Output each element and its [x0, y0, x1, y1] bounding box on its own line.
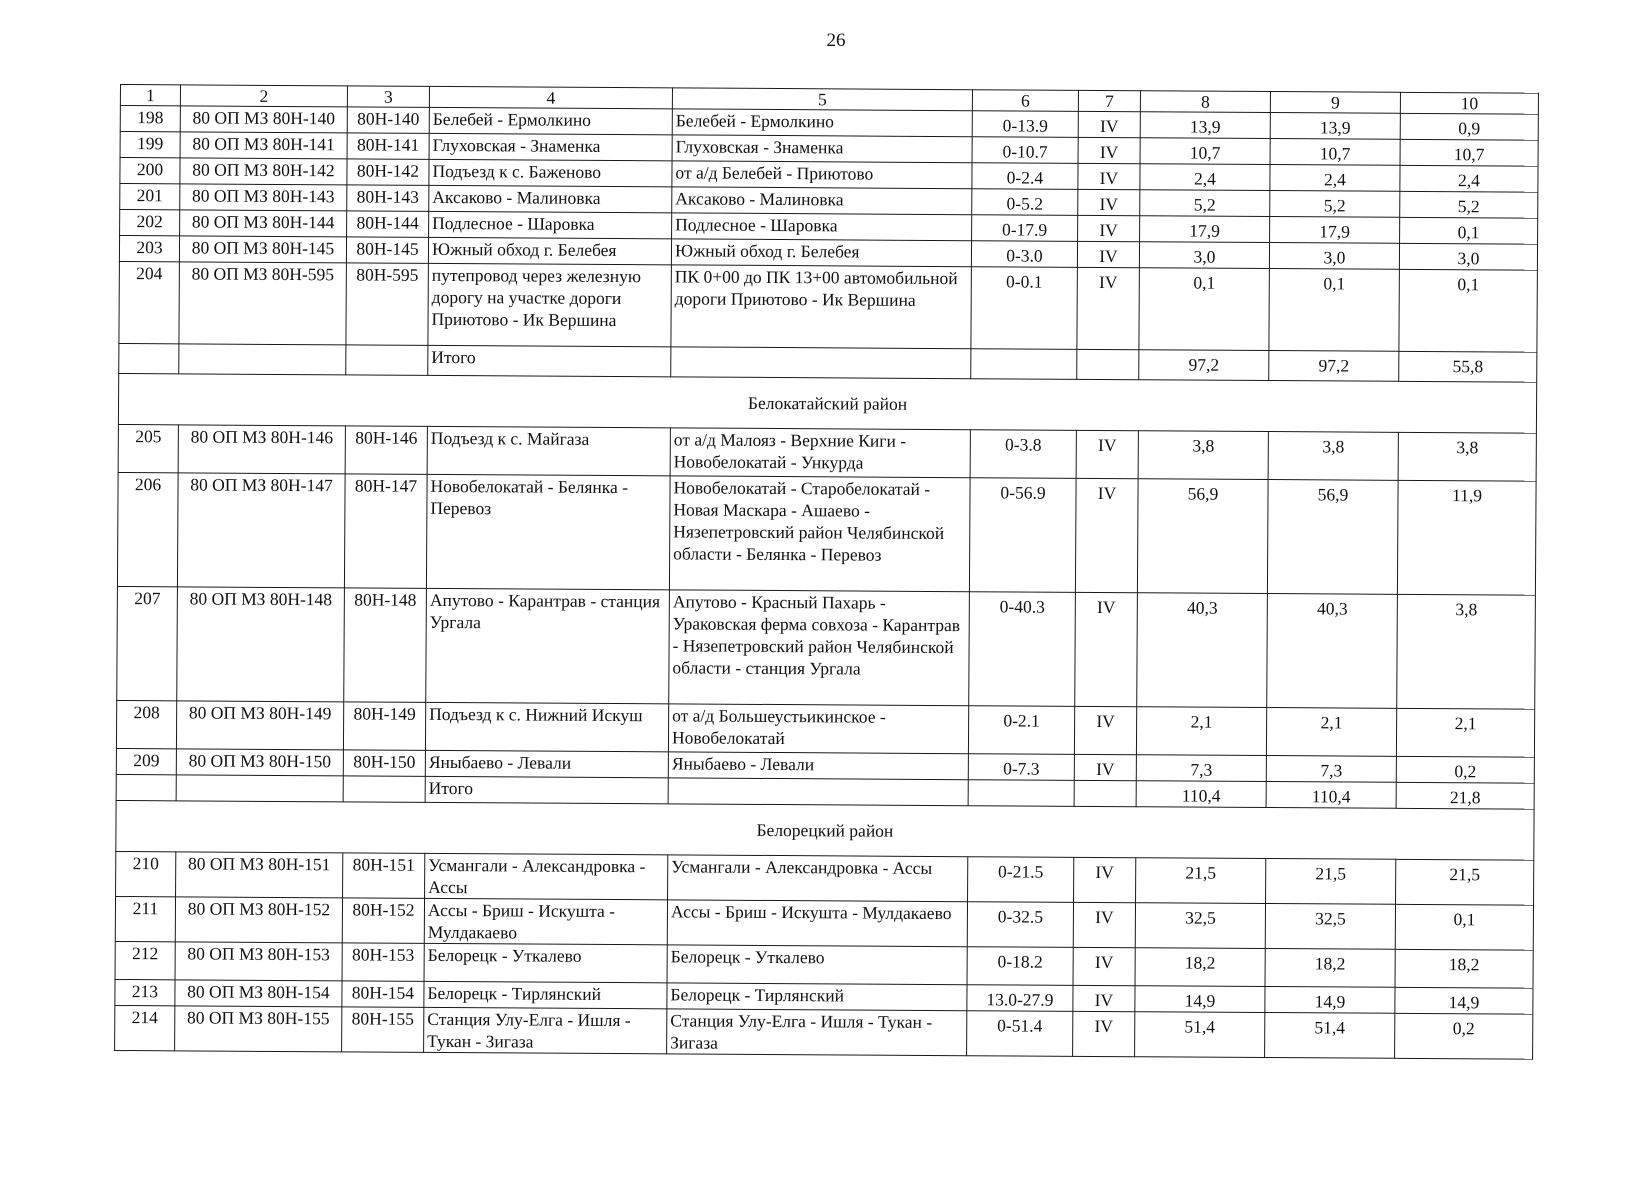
length-total: 32,5: [1135, 903, 1265, 949]
road-short-id: 80Н-147: [344, 474, 427, 588]
road-route: ПК 0+00 до ПК 13+00 автомобильной дороги Приютово - Ик Вершина: [671, 265, 971, 349]
row-number: 199: [120, 132, 180, 158]
total-label: Итого: [428, 345, 671, 376]
road-name: Усмангали - Александровка - Ассы: [425, 853, 668, 899]
length-value: 14,9: [1395, 987, 1533, 1014]
road-route: от а/д Большеустьикинское - Новобелокатай: [668, 704, 968, 754]
total-empty-cell: [116, 774, 176, 800]
road-id: 80 ОП МЗ 80Н-152: [175, 897, 342, 943]
total-empty-cell: [671, 347, 971, 379]
length-total: 7,3: [1136, 755, 1266, 782]
road-route: Глуховская - Знаменка: [672, 135, 972, 163]
road-name: Белорецк - Тирлянский: [424, 981, 667, 1008]
road-route: Новобелокатай - Старобелокатай - Новая Маскара - Ашаево - Нязепетровский район Челябинской области - Белянка - Перевоз: [669, 476, 970, 592]
length-regional: 2,1: [1266, 708, 1396, 757]
road-route: Яныбаево - Левали: [668, 752, 968, 780]
road-category: IV: [1074, 706, 1136, 754]
length-total: 14,9: [1135, 986, 1265, 1013]
road-id: 80 ОП МЗ 80Н-154: [175, 980, 342, 1007]
row-number: 211: [115, 896, 175, 941]
road-id: 80 ОП МЗ 80Н-595: [179, 262, 346, 345]
table-row: [119, 261, 1537, 352]
road-short-id: 80Н-146: [345, 426, 427, 475]
column-header: 5: [672, 88, 972, 111]
km-range: 0-32.5: [967, 902, 1073, 948]
road-name: Апутово - Карантрав - станция Ургала: [426, 588, 670, 703]
km-range: 0-2.4: [972, 163, 1078, 190]
road-category: IV: [1078, 215, 1140, 241]
road-name: Станция Улу-Елга - Ишля - Тукан - Зигаза: [424, 1007, 667, 1053]
road-name: Глуховская - Знаменка: [429, 133, 672, 160]
length-total: 13,9: [1140, 112, 1270, 139]
column-header: 6: [972, 90, 1078, 112]
km-range: 0-0.1: [971, 267, 1077, 350]
district-title: Белорецкий район: [116, 800, 1534, 860]
road-route: от а/д Белебей - Приютово: [672, 161, 972, 189]
length-regional: 5,2: [1270, 191, 1400, 218]
road-short-id: 80Н-151: [343, 853, 425, 899]
row-number: 209: [116, 748, 176, 774]
road-id: 80 ОП МЗ 80Н-145: [179, 236, 346, 263]
road-route: от а/д Малояз - Верхние Киги - Новобелокатай - Ункурда: [670, 428, 970, 478]
road-name: путепровод через железную дорогу на участке дороги Приютово - Ик Вершина: [428, 263, 671, 346]
column-header: 1: [120, 85, 180, 106]
length-value: 21,5: [1396, 859, 1534, 905]
road-short-id: 80Н-155: [342, 1007, 424, 1053]
row-number: 205: [118, 424, 178, 472]
road-short-id: 80Н-144: [347, 211, 429, 238]
row-number: 213: [115, 979, 175, 1005]
road-short-id: 80Н-154: [342, 981, 424, 1008]
road-name: Подлесное - Шаровка: [429, 211, 672, 238]
column-header: 8: [1140, 91, 1270, 113]
road-route: Станция Улу-Елга - Ишля - Тукан - Зигаза: [667, 1009, 967, 1056]
road-short-id: 80Н-141: [347, 133, 429, 160]
district-row: [116, 800, 1534, 860]
road-short-id: 80Н-140: [347, 107, 429, 134]
km-range: 0-3.8: [970, 430, 1076, 479]
road-short-id: 80Н-142: [347, 159, 429, 186]
length-total: 2,1: [1136, 707, 1266, 756]
total-empty-cell: [346, 345, 428, 376]
road-category: IV: [1073, 985, 1135, 1011]
length-value: 0,1: [1399, 269, 1537, 352]
road-id: 80 ОП МЗ 80Н-153: [175, 942, 342, 981]
length-regional: 56,9: [1267, 480, 1398, 595]
total-length-regional: 110,4: [1266, 782, 1396, 809]
roads-table-container: [114, 84, 1538, 1060]
road-name: Белебей - Ермолкино: [429, 107, 672, 134]
table-row: [117, 472, 1536, 595]
total-empty-cell: [176, 775, 343, 802]
total-empty-cell: [1077, 349, 1139, 379]
row-number: 201: [120, 184, 180, 210]
table-row: [115, 1005, 1533, 1059]
km-range: 0-17.9: [972, 215, 1078, 242]
column-header: 3: [347, 86, 429, 108]
total-label: Итого: [425, 776, 668, 803]
length-regional: 18,2: [1265, 949, 1395, 988]
road-name: Южный обход г. Белебея: [428, 237, 671, 264]
road-name: Ассы - Бриш - Искушта - Мулдакаево: [424, 898, 667, 944]
row-number: 206: [117, 472, 178, 586]
total-length-regional: 97,2: [1269, 351, 1399, 382]
length-value: 11,9: [1397, 480, 1536, 595]
length-total: 3,0: [1139, 242, 1269, 269]
row-number: 207: [117, 586, 178, 700]
road-category: IV: [1075, 478, 1138, 592]
length-regional: 40,3: [1267, 594, 1398, 709]
length-value: 0,2: [1396, 756, 1534, 783]
length-value: 3,0: [1399, 243, 1537, 270]
total-empty-cell: [343, 776, 425, 803]
road-category: IV: [1073, 902, 1135, 947]
road-name: Новобелокатай - Белянка - Перевоз: [426, 474, 670, 589]
district-row: [118, 373, 1536, 433]
road-category: IV: [1073, 947, 1135, 985]
row-number: 208: [116, 700, 176, 748]
road-route: Апутово - Красный Пахарь - Ураковская ферма совхоза - Карантрав - Нязепетровский район Челябинской области - станция Ургала: [669, 590, 970, 706]
table-row: [118, 424, 1536, 481]
length-total: 0,1: [1139, 268, 1269, 351]
row-number: 210: [116, 851, 176, 896]
road-name: Яныбаево - Левали: [425, 750, 668, 777]
road-short-id: 80Н-149: [343, 702, 425, 751]
column-header: 9: [1270, 92, 1400, 114]
total-empty-cell: [119, 343, 179, 373]
road-short-id: 80Н-153: [342, 943, 424, 982]
road-category: IV: [1078, 137, 1140, 163]
road-short-id: 80Н-595: [346, 263, 428, 345]
length-total: 21,5: [1136, 858, 1266, 904]
road-name: Подъезд к с. Майгаза: [427, 426, 670, 475]
road-id: 80 ОП МЗ 80Н-149: [176, 701, 343, 750]
length-value: 2,4: [1400, 165, 1538, 192]
road-route: Белорецк - Уткалево: [667, 945, 967, 985]
road-route: Подлесное - Шаровка: [672, 213, 972, 241]
road-category: IV: [1073, 1011, 1135, 1056]
road-category: IV: [1074, 857, 1136, 902]
road-category: IV: [1077, 241, 1139, 267]
total-length-total: 110,4: [1136, 781, 1266, 808]
km-range: 0-18.2: [967, 947, 1073, 986]
km-range: 0-56.9: [969, 478, 1076, 593]
km-range: 0-5.2: [972, 189, 1078, 216]
length-regional: 17,9: [1270, 217, 1400, 244]
column-header: 7: [1078, 90, 1140, 111]
length-total: 2,4: [1140, 164, 1270, 191]
row-number: 202: [120, 210, 180, 236]
road-short-id: 80Н-145: [346, 237, 428, 264]
length-value: 0,2: [1395, 1013, 1533, 1059]
km-range: 13.0-27.9: [967, 985, 1073, 1012]
page-number: 26: [826, 30, 846, 51]
road-category: IV: [1075, 592, 1138, 706]
row-number: 212: [115, 941, 175, 979]
km-range: 0-10.7: [972, 137, 1078, 164]
road-id: 80 ОП МЗ 80Н-151: [176, 852, 343, 898]
road-id: 80 ОП МЗ 80Н-148: [177, 587, 345, 702]
length-value: 3,8: [1398, 432, 1536, 481]
km-range: 0-21.5: [968, 857, 1074, 903]
length-regional: 13,9: [1270, 113, 1400, 140]
km-range: 0-7.3: [968, 754, 1074, 781]
row-number: 204: [119, 261, 179, 343]
length-regional: 7,3: [1266, 756, 1396, 783]
road-id: 80 ОП МЗ 80Н-142: [180, 158, 347, 185]
length-regional: 3,8: [1268, 432, 1398, 481]
length-regional: 0,1: [1269, 269, 1399, 352]
road-route: Аксаково - Малиновка: [672, 187, 972, 215]
length-regional: 21,5: [1266, 859, 1396, 905]
length-total: 5,2: [1140, 190, 1270, 217]
road-short-id: 80Н-148: [344, 588, 427, 702]
road-category: IV: [1078, 111, 1140, 137]
road-name: Подъезд к с. Баженово: [429, 159, 672, 186]
road-id: 80 ОП МЗ 80Н-141: [180, 132, 347, 159]
road-short-id: 80Н-150: [343, 750, 425, 777]
length-regional: 3,0: [1269, 243, 1399, 270]
km-range: 0-51.4: [967, 1011, 1073, 1057]
length-total: 18,2: [1135, 948, 1265, 987]
road-id: 80 ОП МЗ 80Н-147: [177, 473, 345, 588]
length-regional: 14,9: [1265, 987, 1395, 1014]
length-value: 0,1: [1395, 904, 1533, 950]
length-regional: 32,5: [1265, 904, 1395, 950]
length-regional: 10,7: [1270, 139, 1400, 166]
road-id: 80 ОП МЗ 80Н-144: [180, 210, 347, 237]
road-route: Белебей - Ермолкино: [672, 109, 972, 137]
length-value: 3,8: [1397, 594, 1536, 709]
road-route: Ассы - Бриш - Искушта - Мулдакаево: [667, 900, 967, 947]
total-empty-cell: [968, 780, 1074, 807]
road-category: IV: [1076, 430, 1138, 478]
total-length-total: 97,2: [1139, 350, 1269, 381]
total-empty-cell: [668, 778, 968, 806]
road-category: IV: [1078, 189, 1140, 215]
length-value: 2,1: [1396, 708, 1534, 757]
road-category: IV: [1074, 754, 1136, 780]
road-id: 80 ОП МЗ 80Н-140: [180, 106, 347, 133]
road-id: 80 ОП МЗ 80Н-146: [178, 425, 345, 474]
length-total: 40,3: [1137, 593, 1268, 708]
length-value: 5,2: [1400, 191, 1538, 218]
road-id: 80 ОП МЗ 80Н-155: [175, 1006, 342, 1052]
length-regional: 51,4: [1265, 1013, 1395, 1059]
row-number: 200: [120, 158, 180, 184]
km-range: 0-13.9: [972, 111, 1078, 138]
length-value: 0,9: [1400, 113, 1538, 140]
length-total: 56,9: [1137, 479, 1268, 594]
road-name: Белорецк - Уткалево: [424, 943, 667, 982]
row-number: 203: [119, 236, 179, 262]
length-total: 10,7: [1140, 138, 1270, 165]
km-range: 0-2.1: [968, 706, 1074, 755]
length-value: 18,2: [1395, 949, 1533, 988]
road-id: 80 ОП МЗ 80Н-143: [180, 184, 347, 211]
table-row: [116, 700, 1534, 757]
column-header: 10: [1400, 92, 1538, 114]
road-category: IV: [1078, 163, 1140, 189]
km-range: 0-3.0: [971, 241, 1077, 268]
total-empty-cell: [1074, 780, 1136, 806]
road-route: Усмангали - Александровка - Ассы: [668, 855, 968, 902]
row-number: 198: [120, 106, 180, 132]
km-range: 0-40.3: [969, 592, 1076, 707]
road-name: Аксаково - Малиновка: [429, 185, 672, 212]
length-total: 17,9: [1140, 216, 1270, 243]
road-short-id: 80Н-143: [347, 185, 429, 212]
length-value: 0,1: [1400, 217, 1538, 244]
column-header: 4: [429, 86, 672, 108]
length-value: 10,7: [1400, 139, 1538, 166]
row-number: 214: [115, 1005, 175, 1050]
length-total: 51,4: [1135, 1012, 1265, 1058]
total-length-value: 21,8: [1396, 782, 1534, 809]
road-id: 80 ОП МЗ 80Н-150: [176, 749, 343, 776]
road-category: IV: [1077, 267, 1139, 349]
total-empty-cell: [179, 344, 346, 375]
total-empty-cell: [971, 349, 1077, 380]
road-name: Подъезд к с. Нижний Искуш: [425, 702, 668, 751]
road-route: Южный обход г. Белебея: [671, 239, 971, 267]
table-body: [115, 85, 1539, 1060]
table-row: [117, 586, 1536, 709]
district-title: Белокатайский район: [118, 373, 1536, 433]
roads-table: [114, 84, 1539, 1060]
column-header: 2: [180, 85, 347, 107]
length-total: 3,8: [1138, 431, 1268, 480]
road-route: Белорецк - Тирлянский: [667, 983, 967, 1011]
total-length-value: 55,8: [1399, 351, 1537, 382]
length-regional: 2,4: [1270, 165, 1400, 192]
road-short-id: 80Н-152: [342, 898, 424, 944]
